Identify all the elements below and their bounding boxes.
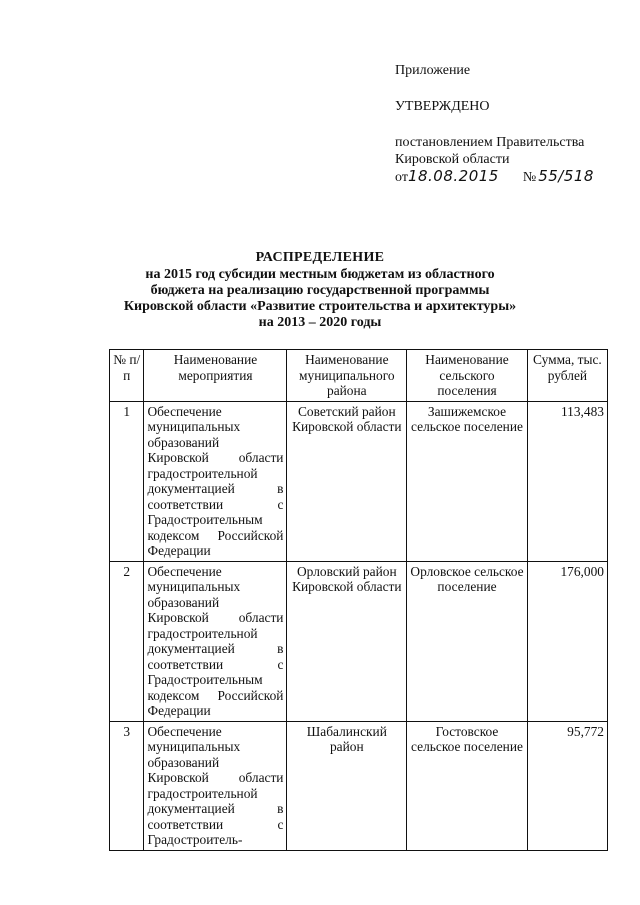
date-prefix: от xyxy=(395,170,408,185)
header-event: Наименование мероприятия xyxy=(144,350,287,402)
title-line-3: Кировской области «Развитие строительства и архитектуры» xyxy=(123,299,517,314)
distribution-table xyxy=(109,349,608,851)
decree-line-1: постановлением Правительства xyxy=(395,135,585,150)
table-row xyxy=(110,721,608,850)
appendix-label: Приложение xyxy=(395,63,471,78)
row-settlement: Гостовское сельское поселение xyxy=(407,721,528,850)
title-heading: РАСПРЕДЕЛЕНИЕ xyxy=(255,250,385,265)
row-district: Орловский район Кировской области xyxy=(287,561,407,721)
row-sum: 113,483 xyxy=(527,401,607,561)
row-no: 3 xyxy=(110,721,144,850)
table-row xyxy=(110,561,608,721)
header-district: Наименование муниципального района xyxy=(287,350,407,402)
approval-block xyxy=(395,62,625,186)
handwritten-date: 18.08.2015 xyxy=(407,167,499,185)
header-settlement: Наименование сельского поселения xyxy=(407,350,528,402)
title-line-1: на 2015 год субсидии местным бюджетам из областного xyxy=(145,267,495,282)
row-sum: 176,000 xyxy=(527,561,607,721)
table-header-row xyxy=(110,350,608,402)
row-settlement: Орловское сельское поселение xyxy=(407,561,528,721)
row-district: Советский район Кировской области xyxy=(287,401,407,561)
title-line-4: на 2013 – 2020 годы xyxy=(258,315,382,330)
title-line-2: бюджета на реализацию государственной программы xyxy=(150,283,490,298)
row-event: Обеспечение муниципальных образований Кировской области градостроительной документацией в соответствии с Градостроитель- xyxy=(144,721,287,850)
row-sum: 95,772 xyxy=(527,721,607,850)
row-no: 2 xyxy=(110,561,144,721)
approved-label: УТВЕРЖДЕНО xyxy=(395,99,490,114)
document-title xyxy=(100,250,540,331)
row-event: Обеспечение муниципальных образований Кировской области градостроительной документацией в соответствии с Градостроительным кодексом Российской Федерации xyxy=(144,401,287,561)
decree-date-number xyxy=(395,168,625,186)
header-no: № п/п xyxy=(110,350,144,402)
handwritten-number: 55/518 xyxy=(538,167,594,185)
row-event: Обеспечение муниципальных образований Кировской области градостроительной документацией в соответствии с Градостроительным кодексом Российской Федерации xyxy=(144,561,287,721)
decree-line-2: Кировской области xyxy=(395,152,510,167)
header-sum: Сумма, тыс. рублей xyxy=(527,350,607,402)
number-label: № xyxy=(522,170,537,185)
row-district: Шабалинский район xyxy=(287,721,407,850)
row-no: 1 xyxy=(110,401,144,561)
row-settlement: Зашижемское сельское поселение xyxy=(407,401,528,561)
table-row xyxy=(110,401,608,561)
